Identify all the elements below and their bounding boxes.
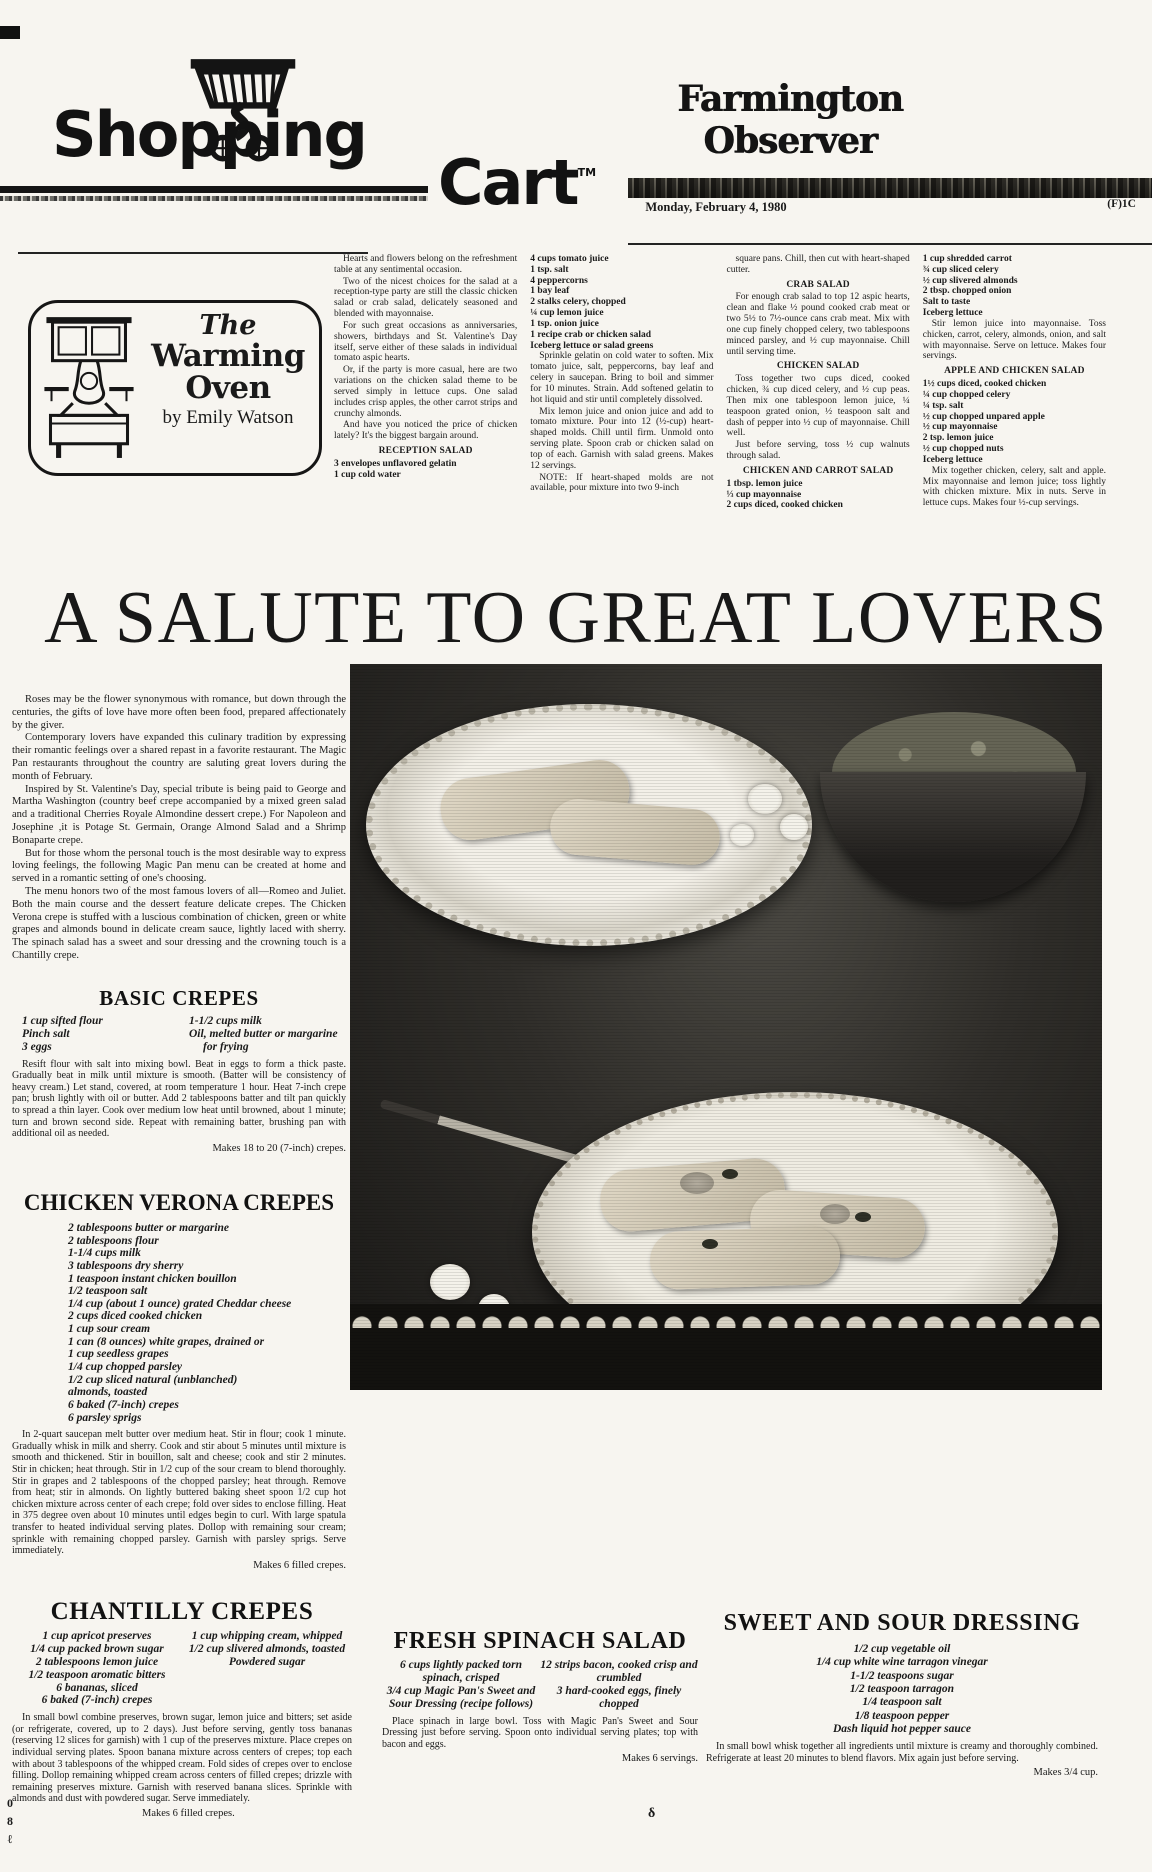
trademark-symbol: TM [577,166,597,179]
text-line: RECEPTION SALAD [378,446,473,457]
ingredient-line: 2 tablespoons flour [68,1234,159,1247]
text-line: Stir lemon juice into mayonnaise. Toss chicken, carrot, celery, almonds, onion, and salt with mayonnaise. Serve on lettuce. Makes four servings. [922,318,1106,362]
text-line: 1 tsp. onion juice [530,318,599,329]
recipe-instructions: In small bowl whisk together all ingredients until mixture is creamy and thoroughly combined. Refrigerate at least 20 minutes to blend flavors. Mix again just before serving. [706,1741,1098,1764]
text-line: Just before serving, toss ½ cup walnuts through salad. [726,440,910,462]
text-line: Iceberg lettuce [922,454,983,465]
column-title-the: The [199,310,257,341]
ingredient-line: 3 hard-cooked eggs, finely chopped [556,1684,682,1710]
recipe-chantilly-crepes [12,1598,352,1819]
text-line: ½ cup slivered almonds [922,275,1018,286]
masthead-rule-bar [0,186,430,193]
recipe-yield: Makes 6 filled crepes. [253,1559,346,1571]
text-line: ¾ cup sliced celery [922,264,999,275]
ingredients-list [706,1643,1098,1736]
ingredient-line: 2 tablespoons lemon juice [35,1655,159,1668]
shopping-cart-logo-word1: Shopping [52,98,366,171]
recipe-title: CHICKEN VERONA CREPES [23,1190,335,1215]
text-line: ¼ cup chopped celery [922,389,1011,400]
ingredient-line: 1/4 teaspoon salt [862,1696,942,1709]
recipe-title: FRESH SPINACH SALAD [393,1628,687,1654]
stray-ink-mark: δ [648,1806,656,1821]
text-line: For such great occasions as anniversaries, showers, birthdays and St. Valentine's Day itself, serve either of these salads in individual tomato aspic hearts. [334,320,518,364]
divider-rule-right [628,243,1152,245]
divider-rule-left [18,252,368,254]
page-code: (F)1C [1107,198,1136,210]
shopping-cart-logo-word2 [428,146,606,219]
ingredient-line: 3 tablespoons dry sherry [68,1259,184,1272]
ingredient-line: 6 bananas, sliced [56,1681,138,1694]
ingredients-right [182,1630,352,1707]
text-line: 2 tsp. lemon juice [922,433,994,444]
recipe-yield: Makes 6 servings. [621,1753,698,1765]
text-line: Mix lemon juice and onion juice and add to tomato mixture. Pour into 12 (½-cup) heart-shaped molds. Chill until firm. Unmold onto serving plate. Spoon crab or chicken salad on top of each. Garnish with salad greens. Makes 12 servings. [530,406,714,471]
ingredients-right [179,1015,346,1054]
top-article-column-1 [334,254,517,511]
recipe-title: CHANTILLY CREPES [50,1598,314,1625]
ingredient-line: 1 cup sour cream [68,1323,151,1336]
intro-paragraph: But for those whom the personal touch is the most desirable way to express loving feelings, the following Magic Pan menu can be created at home and served in a romantic setting of one's choosing. [12,847,346,885]
newspaper-title: Farmington Observer [677,78,903,162]
intro-paragraph: Contemporary lovers have expanded this culinary tradition by expressing their romantic feelings over a shared repast in a favorite restaurant. The Magic Pan restaurants throughout the country are saluting great lovers during the month of February. [12,732,346,782]
text-line: 1 tsp. salt [530,264,569,275]
text-line: NOTE: If heart-shaped molds are not available, pour mixture into two 9-inch [530,472,714,494]
text-line: 1½ cups diced, cooked chicken [922,379,1047,390]
recipe-yield: Makes 6 filled crepes. [142,1808,235,1819]
recipe-sweet-and-sour-dressing [706,1610,1098,1778]
recipe-title: SWEET AND SOUR DRESSING [723,1610,1081,1636]
text-line: Salt to taste [922,297,971,308]
text-line: 4 peppercorns [530,275,588,286]
logo-cart-text: Cart [438,146,578,219]
text-line: ½ cup chopped unpared apple [922,411,1045,422]
text-line: And have you noticed the price of chicken lately? It's the biggest bargain around. [334,420,518,442]
recipe-instructions: Resift flour with salt into mixing bowl. Beat in eggs to form a thick paste. Gradually beat in milk until mixture is smooth. (Batter will be consistency of heavy cream.) Let stand, covered, at room temperature 1 hour. Heat 7-inch crepe pan; brush lightly with oil or butter. Add 2 tablespoons batter and tilt pan quickly to spread a thin layer. Cook over medium low heat until browned, about 1 minute; turn and brown second side. Repeat with remaining batter, brushing pan with additional oil as needed. [12,1058,346,1140]
ingredient-line: 2 tablespoons butter or margarine [68,1222,230,1234]
text-line: Sprinkle gelatin on cold water to soften. Mix tomato juice, salt, peppercorns, bay leaf and celery in saucepan. Bring to boil and simmer for 10 minutes. Strain. Add softened gelatin to hot liquid and stir until completely dissolved. [530,351,714,405]
feature-photo [350,664,1102,1390]
ingredient-line: almonds, toasted [68,1386,148,1399]
text-line: Two of the nicest choices for the salad at a reception-type party are still the classic chicken salad or crab salad, delicately seasoned and blended with mayonnaise. [334,276,518,320]
ingredient-line: 1/8 teaspoon pepper [854,1709,950,1722]
text-line: 1 bay leaf [530,286,570,297]
recipe-fresh-spinach-salad [382,1628,698,1764]
text-line: 1 cup shredded carrot [922,254,1012,264]
ingredient-line: 1/4 cup (about 1 ounce) grated Cheddar cheese [68,1297,292,1310]
ingredient-line: 1-1/2 cups milk [189,1015,262,1027]
ingredient-line: 1/2 teaspoon salt [68,1285,148,1298]
ingredient-line: 6 parsley sprigs [68,1411,142,1424]
scan-ink-blot [0,26,20,39]
ingredient-line: Pinch salt [22,1027,70,1040]
text-line: ½ cup mayonnaise [922,422,998,433]
recipe-basic-crepes [12,986,346,1154]
ingredient-line: Dash liquid hot pepper sauce [832,1722,971,1735]
recipe-title: BASIC CREPES [99,986,259,1010]
recipe-chicken-verona-crepes [12,1190,346,1571]
text-line: For enough crab salad to top 12 aspic hearts, clean and flake ½ pound cooked crab meat or two 5½ to 7½-ounce cans crab meat. Mix with one cup finely chopped celery, two tablespoons minced parsley, and ½ cup mayonnaise. Chill until serving time. [726,292,910,357]
text-line: ⅓ cup mayonnaise [726,489,802,500]
ingredient-line: 1-1/2 teaspoons sugar [850,1669,954,1682]
ingredient-line: 1 cup whipping cream, whipped [191,1630,343,1642]
text-line: CHICKEN AND CARROT SALAD [742,465,894,476]
ingredient-line: 1/2 cup slivered almonds, toasted [188,1642,346,1655]
date-line: Monday, February 4, 1980 [645,200,787,214]
text-line: 2 stalks celery, chopped [530,297,626,308]
ingredient-line: 1/4 cup packed brown sugar [30,1642,164,1655]
ingredients-list [12,1222,346,1424]
ingredient-line: 1 cup sifted flour [22,1015,103,1027]
column-byline: by Emily Watson [162,407,294,429]
ingredient-line: 2 cups diced cooked chicken [68,1310,203,1323]
recipe-instructions: In 2-quart saucepan melt butter over medium heat. Stir in flour; cook 1 minute. Gradually whisk in milk and sherry. Cook and stir about 5 minutes until mixture is smooth and thickened. Stir in bouillon, salt and cheese; cook and stir 2 minutes. Stir in chicken; heat through. Stir in 1/2 cup of the sour cream to blend thoroughly. Stir in grapes and 2 tablespoons of the chopped parsley; heat through. Remove from heat; stir in almonds. On lightly buttered baking sheet spoon 1/2 cup hot chicken mixture across center of each crepe; fold over sides to enclose filling. Heat in 375 degree oven about 10 minutes until edges begin to curl. With large spatula transfer to heated individual serving plates. Dollop with remaining sour cream; sprinkle with remaining chopped parsley. Garnish with parsley sprigs. Serve immediately. [12,1429,346,1557]
masthead-speckle-band-left [0,196,434,201]
masthead-speckle-band-right [628,178,1152,198]
intro-paragraph: Inspired by St. Valentine's Day, special tribute is being paid to George and Martha Washington (country beef crepe accompanied by a mixed green salad and a traditional Cherries Royale Almondine dessert crepe.) For Napoleon and Josephine ,it is Potage St. Germain, Orange Almond Salad and a Shrimp Bonaparte crepe. [12,783,346,846]
recipe-yield: Makes 18 to 20 (7-inch) crepes. [212,1142,346,1154]
text-line: 3 envelopes unflavored gelatin [334,458,457,469]
ingredient-line: Oil, melted butter or margarine for frying [189,1027,338,1053]
ingredient-line: 6 baked (7-inch) crepes [41,1694,153,1707]
text-line: CHICKEN SALAD [776,361,860,372]
top-article-column-4 [923,254,1106,511]
top-article-column-3 [727,254,910,511]
ingredient-line: 1/2 teaspoon aromatic bitters [28,1668,166,1681]
text-line: Iceberg lettuce or salad greens [530,340,654,351]
ingredient-line: 1-1/4 cups milk [68,1247,141,1260]
text-line: 1 cup cold water [334,469,401,480]
text-line: ½ cup chopped nuts [922,444,1004,455]
print-registration-mark: 08ℓ [3,1796,17,1850]
text-line: Toss together two cups diced, cooked chicken, ¾ cup diced celery, and ½ cup peas. Then mix one tablespoon lemon juice, ¼ teaspoon grated onion, ½ teaspoon salt and dash of pepper into ½ cup of mayonnaise. Chill well. [726,374,910,439]
feature-headline: A SALUTE TO GREAT LOVERS [44,577,1108,659]
ingredient-line: 3 eggs [22,1040,52,1053]
ingredient-line: 6 cups lightly packed torn spinach, crisped [399,1659,523,1684]
recipe-yield: Makes 3/4 cup. [1033,1767,1098,1779]
ingredient-line: 12 strips bacon, cooked crisp and crumbled [540,1659,698,1684]
feature-intro [12,694,346,963]
text-line: APPLE AND CHICKEN SALAD [944,366,1085,377]
halftone-texture-overlay [350,664,1102,1390]
text-line: 4 cups tomato juice [530,254,609,264]
ingredient-line: 1 teaspoon instant chicken bouillon [68,1272,237,1285]
ingredient-line: 1/2 teaspoon tarragon [849,1682,955,1695]
ingredient-line: 1 cup seedless grapes [68,1348,169,1361]
ingredients-left [382,1659,540,1711]
intro-paragraph: Roses may be the flower synonymous with romance, but down through the centuries, the gifts of love have more often been food, prepared affectionately by the giver. [12,694,346,731]
warming-oven-title-block [142,310,314,429]
text-line: Or, if the party is more casual, here are two variations on the chicken salad theme to be served simply in lettuce cups. One salad includes crisp apples, the other carrot strips and crunchy almonds. [334,365,518,419]
text-line: 2 cups diced, cooked chicken [726,500,843,511]
top-article [334,254,1106,511]
ingredient-line: 3/4 cup Magic Pan's Sweet and Sour Dressing (recipe follows) [386,1684,536,1710]
antique-stove-illustration [38,310,140,462]
text-line: CRAB SALAD [786,279,850,290]
ingredients-left [12,1630,182,1707]
ingredient-line: 1 can (8 ounces) white grapes, drained or [68,1335,265,1348]
column-title-warming: Warming [151,338,305,374]
text-line: ¼ cup lemon juice [530,308,604,319]
ingredient-line: 1/2 cup vegetable oil [853,1643,951,1655]
ingredient-line: Powdered sugar [228,1655,306,1668]
ingredient-line: 1/4 cup chopped parsley [68,1361,183,1374]
ingredient-line: 6 baked (7-inch) crepes [68,1398,179,1411]
ingredients-right [540,1659,698,1711]
text-line: square pans. Chill, then cut with heart-shaped cutter. [726,254,910,275]
text-line: 1 tbsp. lemon juice [726,478,803,489]
top-article-column-2 [530,254,713,511]
intro-paragraph: The menu honors two of the most famous lovers of all—Romeo and Juliet. Both the main course and the dessert feature delicate crepes. The Chicken Verona crepe is stuffed with a luscious combination of chicken, green or white grapes and almonds bound in delicate cream sauce, lightly laced with sherry. The spinach salad has a sweet and sour dressing and the crowning touch is a Chantilly crepe. [12,885,346,961]
text-line: Hearts and flowers belong on the refreshment table at any sentimental occasion. [334,254,518,275]
recipe-instructions: In small bowl combine preserves, brown sugar, lemon juice and bitters; set aside (or refrigerate, covered, up to 2 days). Just before serving, gently toss bananas (reserving 12 slices for garnish) with 1 cup of the preserves mixture. Place crepes on individual serving plates. Spoon banana mixture across centers of crepes; top each with about 3 tablespoons of the whipped cream. Fold sides of crepes over to enclose filling. Dollop remaining whipped cream across centers of filled crepes; drizzle with remaining preserves mixture. Garnish with reserved banana slices. Sprinkle with almonds and dust with powdered sugar. Serve immediately. [12,1712,352,1805]
text-line: Mix together chicken, celery, salt and apple. Mix mayonnaise and lemon juice; toss lightly with chicken mixture. Mix in nuts. Serve in lettuce cups. Makes four ½-cup servings. [922,465,1106,509]
column-title-oven: Oven [185,369,271,406]
ingredients-left [12,1015,179,1054]
ingredient-line: 1/4 cup white wine tarragon vinegar [816,1656,988,1669]
text-line: Iceberg lettuce [922,308,983,319]
text-line: ¼ tsp. salt [922,400,964,411]
recipe-instructions: Place spinach in large bowl. Toss with Magic Pan's Sweet and Sour Dressing just before serving. Spoon onto individual serving plates; top with bacon and eggs. [382,1715,698,1750]
ingredient-line: 1/2 cup sliced natural (unblanched) [68,1373,238,1386]
text-line: 2 tbsp. chopped onion [922,286,1012,297]
ingredient-line: 1 cup apricot preserves [42,1630,152,1642]
text-line: 1 recipe crab or chicken salad [530,329,652,340]
